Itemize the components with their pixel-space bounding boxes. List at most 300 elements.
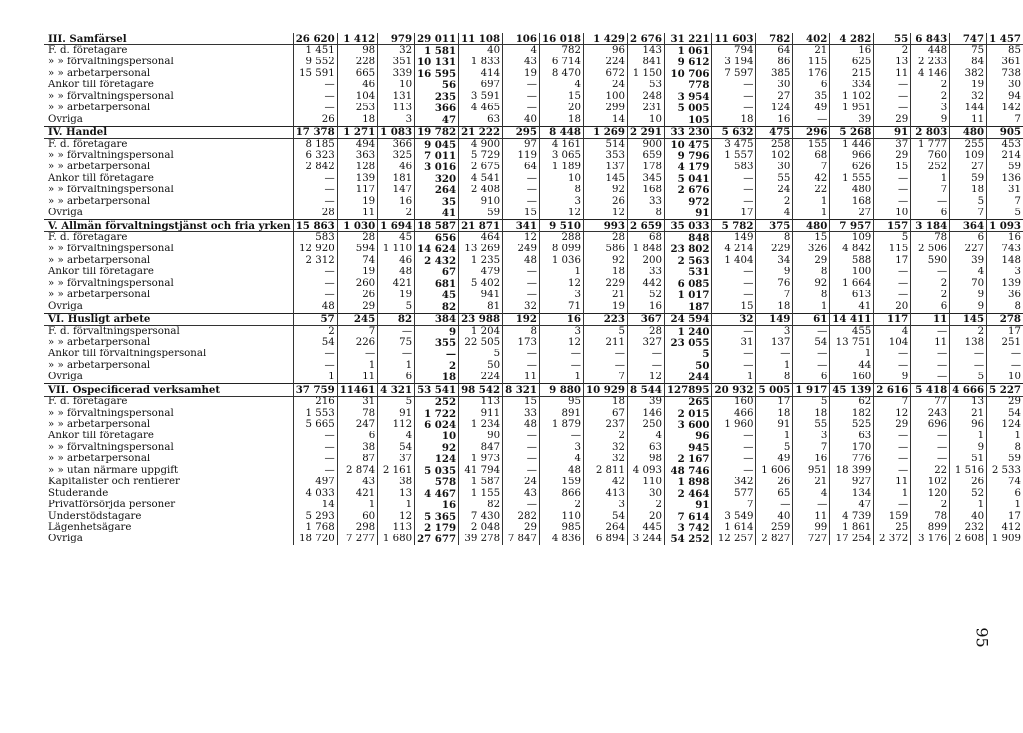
- table-cell: 16 595: [415, 68, 459, 79]
- table-row: [44, 68, 1023, 79]
- table-cell: 298: [337, 522, 377, 533]
- table-cell: 12: [503, 232, 540, 244]
- table-cell: 8: [503, 325, 540, 337]
- table-cell: 29: [337, 301, 377, 313]
- table-cell: 96: [664, 431, 712, 442]
- section-total-cell: 5 632: [712, 126, 756, 138]
- table-cell: —: [756, 349, 793, 360]
- table-cell: —: [503, 185, 540, 196]
- table-cell: 17: [874, 255, 911, 266]
- table-cell: 59: [987, 454, 1023, 465]
- table-cell: 18: [712, 114, 756, 126]
- table-cell: 31: [337, 396, 377, 408]
- table-cell: 11: [337, 208, 377, 220]
- section-total-cell: 16 018: [539, 33, 583, 45]
- table-cell: 102: [756, 150, 793, 161]
- section-total-cell: 5 227: [987, 384, 1023, 396]
- row-label: » » arbetarpersonal: [48, 68, 151, 79]
- table-cell: 727: [793, 534, 830, 545]
- table-cell: 16: [378, 196, 415, 207]
- table-cell: —: [415, 349, 459, 360]
- table-cell: 2 179: [415, 522, 459, 533]
- table-cell: 4 842: [830, 244, 874, 255]
- table-cell: —: [911, 442, 950, 453]
- table-cell: 1 017: [664, 290, 712, 301]
- table-cell: —: [712, 360, 756, 371]
- table-cell: —: [712, 91, 756, 102]
- table-cell: 1 951: [830, 103, 874, 114]
- table-cell: 1 722: [415, 408, 459, 419]
- section-total-cell: 106: [503, 33, 540, 45]
- table-cell: —: [539, 431, 583, 442]
- table-cell: 697: [459, 80, 503, 91]
- table-cell: 255: [950, 138, 987, 150]
- section-total-cell: 1 429: [583, 33, 627, 45]
- section-total-cell: 24 594: [664, 313, 712, 325]
- table-cell: 345: [627, 173, 664, 184]
- section-total-cell: 192: [503, 313, 540, 325]
- table-cell: 30: [627, 488, 664, 499]
- table-cell: 1: [712, 372, 756, 384]
- row-label: » » förvaltningspersonal: [48, 150, 174, 161]
- table-cell: 49: [756, 454, 793, 465]
- table-cell: 7 847: [503, 534, 540, 545]
- table-cell: 2: [583, 431, 627, 442]
- table-cell: 6: [950, 232, 987, 244]
- statistics-table: [44, 33, 1023, 545]
- table-cell: 8: [793, 267, 830, 278]
- table-cell: 214: [987, 150, 1023, 161]
- table-cell: 48: [503, 419, 540, 430]
- table-cell: 46: [378, 255, 415, 266]
- table-cell: —: [874, 465, 911, 476]
- table-cell: 59: [950, 173, 987, 184]
- table-cell: 3 065: [539, 150, 583, 161]
- table-cell: 613: [830, 290, 874, 301]
- table-cell: 1 516: [950, 465, 987, 476]
- table-cell: 63: [627, 442, 664, 453]
- section-total-cell: 33 230: [664, 126, 712, 138]
- table-cell: 421: [337, 488, 377, 499]
- table-cell: 224: [583, 57, 627, 68]
- table-cell: 100: [830, 267, 874, 278]
- table-cell: 258: [756, 138, 793, 150]
- table-cell: —: [874, 267, 911, 278]
- section-total-cell: 7 957: [830, 220, 874, 232]
- table-cell: 211: [583, 337, 627, 348]
- section-total-cell: 11461: [337, 384, 377, 396]
- table-cell: 7: [793, 442, 830, 453]
- table-cell: 326: [793, 244, 830, 255]
- table-cell: 54: [293, 337, 337, 348]
- section-total-cell: 979: [378, 33, 415, 45]
- section-total-row: [44, 384, 1023, 396]
- table-cell: 26: [583, 196, 627, 207]
- table-cell: 91: [664, 500, 712, 511]
- table-cell: 588: [830, 255, 874, 266]
- table-cell: 70: [950, 278, 987, 289]
- table-cell: 105: [664, 114, 712, 126]
- section-total-cell: 37 759: [293, 384, 337, 396]
- table-cell: 5 041: [664, 173, 712, 184]
- table-cell: —: [627, 360, 664, 371]
- section-total-cell: 15 863: [293, 220, 337, 232]
- row-label: Änkor till företagare: [48, 266, 154, 278]
- section-total-cell: 18 587: [415, 220, 459, 232]
- table-cell: 951: [793, 465, 830, 476]
- table-cell: 2 372: [874, 534, 911, 545]
- section-total-cell: 6 843: [911, 33, 950, 45]
- section-total-cell: 402: [793, 33, 830, 45]
- table-cell: —: [293, 360, 337, 371]
- table-cell: 243: [911, 408, 950, 419]
- table-cell: 8 099: [539, 244, 583, 255]
- table-cell: 1 664: [830, 278, 874, 289]
- table-cell: 1: [830, 349, 874, 360]
- section-total-cell: 82: [378, 313, 415, 325]
- table-cell: 29: [503, 522, 540, 533]
- table-cell: 586: [583, 244, 627, 255]
- table-row: [44, 91, 1023, 102]
- table-cell: 181: [378, 173, 415, 184]
- table-cell: 1 833: [459, 57, 503, 68]
- table-row: [44, 396, 1023, 408]
- table-cell: 4: [378, 431, 415, 442]
- table-cell: 48: [539, 465, 583, 476]
- table-cell: 2 675: [459, 162, 503, 173]
- table-cell: 2 167: [664, 454, 712, 465]
- table-cell: 665: [337, 68, 377, 79]
- table-cell: 26: [293, 114, 337, 126]
- table-cell: 659: [627, 150, 664, 161]
- table-cell: 100: [583, 91, 627, 102]
- table-cell: 351: [378, 57, 415, 68]
- table-row: [44, 45, 1023, 57]
- table-cell: —: [503, 103, 540, 114]
- table-cell: —: [911, 454, 950, 465]
- table-cell: 5: [793, 396, 830, 408]
- table-row: [44, 162, 1023, 173]
- section-total-cell: 11 108: [459, 33, 503, 45]
- table-cell: 421: [378, 278, 415, 289]
- table-cell: 74: [337, 255, 377, 266]
- table-cell: 7: [950, 208, 987, 220]
- table-cell: 11: [911, 337, 950, 348]
- table-cell: 63: [830, 431, 874, 442]
- table-cell: 144: [950, 103, 987, 114]
- row-label: » » förvaltningspersonal: [48, 91, 174, 102]
- table-cell: 92: [793, 278, 830, 289]
- table-cell: 15: [793, 232, 830, 244]
- table-cell: —: [293, 290, 337, 301]
- section-total-cell: 367: [627, 313, 664, 325]
- section-total-cell: 295: [503, 126, 540, 138]
- row-label: Övriga: [48, 371, 83, 383]
- row-label: Understödstagare: [48, 510, 142, 522]
- table-cell: 54: [378, 442, 415, 453]
- table-cell: —: [911, 325, 950, 337]
- table-cell: 139: [337, 173, 377, 184]
- table-cell: 2 233: [911, 57, 950, 68]
- table-cell: 178: [627, 162, 664, 173]
- table-cell: 54: [987, 408, 1023, 419]
- table-cell: —: [911, 267, 950, 278]
- table-cell: 7: [987, 114, 1023, 126]
- table-cell: 3: [793, 431, 830, 442]
- table-cell: —: [712, 454, 756, 465]
- table-cell: 68: [793, 150, 830, 161]
- section-total-cell: 91: [874, 126, 911, 138]
- table-cell: 9: [950, 301, 987, 313]
- table-cell: 159: [539, 477, 583, 488]
- table-cell: 4 836: [539, 534, 583, 545]
- table-row: [44, 185, 1023, 196]
- section-total-cell: 98 542: [459, 384, 503, 396]
- table-cell: 2 811: [583, 465, 627, 476]
- table-cell: 910: [459, 196, 503, 207]
- section-total-cell: 9 880: [539, 384, 583, 396]
- table-cell: 34: [756, 255, 793, 266]
- table-cell: 5: [987, 208, 1023, 220]
- table-cell: 6: [793, 80, 830, 91]
- table-cell: 27 677: [415, 534, 459, 545]
- table-cell: 28: [583, 232, 627, 244]
- table-cell: 5: [950, 372, 987, 384]
- table-cell: 15: [874, 162, 911, 173]
- section-total-cell: 61: [793, 313, 830, 325]
- table-cell: 99: [793, 522, 830, 533]
- table-cell: 8 470: [539, 68, 583, 79]
- table-cell: —: [874, 442, 911, 453]
- table-cell: —: [293, 465, 337, 476]
- table-cell: 252: [911, 162, 950, 173]
- table-cell: 136: [987, 173, 1023, 184]
- table-cell: 7 011: [415, 150, 459, 161]
- table-cell: —: [293, 442, 337, 453]
- table-cell: 2 464: [664, 488, 712, 499]
- table-cell: 445: [627, 522, 664, 533]
- table-cell: 5: [459, 349, 503, 360]
- row-label: » » förvaltningspersonal: [48, 184, 174, 196]
- table-cell: 264: [583, 522, 627, 533]
- table-cell: 160: [830, 372, 874, 384]
- table-row: [44, 442, 1023, 453]
- table-cell: 24: [756, 185, 793, 196]
- table-cell: 32: [378, 45, 415, 57]
- table-cell: 78: [911, 511, 950, 522]
- table-cell: 19: [950, 80, 987, 91]
- table-cell: 11: [874, 68, 911, 79]
- table-cell: 1 555: [830, 173, 874, 184]
- table-cell: —: [712, 196, 756, 207]
- table-cell: 941: [459, 290, 503, 301]
- table-cell: 327: [627, 337, 664, 348]
- table-row: [44, 337, 1023, 348]
- row-label: » » arbetarpersonal: [48, 196, 151, 207]
- table-cell: 19: [583, 301, 627, 313]
- table-cell: 1: [793, 196, 830, 207]
- table-cell: 18: [583, 396, 627, 408]
- table-cell: 113: [459, 396, 503, 408]
- table-cell: 143: [627, 45, 664, 57]
- section-total-cell: 1 457: [987, 33, 1023, 45]
- table-row: [44, 150, 1023, 161]
- table-cell: 6: [987, 488, 1023, 499]
- table-cell: 200: [627, 255, 664, 266]
- section-total-cell: 475: [756, 126, 793, 138]
- table-cell: 2: [911, 80, 950, 91]
- table-cell: 250: [627, 419, 664, 430]
- table-cell: —: [503, 196, 540, 207]
- table-cell: 23 055: [664, 337, 712, 348]
- table-cell: 3 016: [415, 162, 459, 173]
- section-total-cell: 4 282: [830, 33, 874, 45]
- table-cell: 966: [830, 150, 874, 161]
- table-cell: 1: [911, 173, 950, 184]
- table-cell: —: [293, 185, 337, 196]
- table-cell: 1 587: [459, 477, 503, 488]
- table-cell: —: [539, 360, 583, 371]
- table-cell: 16: [627, 301, 664, 313]
- table-cell: 2 312: [293, 255, 337, 266]
- table-cell: 3: [756, 325, 793, 337]
- table-cell: 1 606: [756, 465, 793, 476]
- table-cell: 10: [378, 80, 415, 91]
- table-cell: 16: [415, 500, 459, 511]
- section-total-cell: 1 030: [337, 220, 377, 232]
- table-cell: 7 277: [337, 534, 377, 545]
- table-cell: 12: [539, 208, 583, 220]
- row-label: Lägenhetsägare: [48, 522, 132, 533]
- table-cell: 778: [664, 80, 712, 91]
- table-cell: 4 033: [293, 488, 337, 499]
- table-cell: 1: [337, 500, 377, 511]
- table-cell: 228: [337, 57, 377, 68]
- table-cell: 28: [337, 232, 377, 244]
- row-label: » » arbetarpersonal: [48, 255, 151, 266]
- table-cell: 33: [503, 408, 540, 419]
- table-cell: —: [712, 103, 756, 114]
- table-cell: 4 739: [830, 511, 874, 522]
- table-cell: —: [337, 349, 377, 360]
- table-cell: 299: [583, 103, 627, 114]
- table-cell: 320: [415, 173, 459, 184]
- table-cell: 1 960: [712, 419, 756, 430]
- table-cell: 45: [378, 232, 415, 244]
- table-cell: 232: [950, 522, 987, 533]
- table-cell: 75: [378, 337, 415, 348]
- table-cell: 1 404: [712, 255, 756, 266]
- table-cell: 4 214: [712, 244, 756, 255]
- table-cell: 53: [627, 80, 664, 91]
- table-cell: 92: [415, 442, 459, 453]
- table-cell: 7 597: [712, 68, 756, 79]
- table-cell: 39: [830, 114, 874, 126]
- table-cell: 131: [378, 91, 415, 102]
- table-cell: 109: [950, 150, 987, 161]
- table-cell: 782: [539, 45, 583, 57]
- table-cell: —: [293, 103, 337, 114]
- table-cell: 9: [911, 114, 950, 126]
- section-total-cell: 4 666: [950, 384, 987, 396]
- table-cell: 625: [830, 57, 874, 68]
- table-cell: 18: [415, 372, 459, 384]
- table-cell: 6 894: [583, 534, 627, 545]
- table-cell: 288: [539, 232, 583, 244]
- table-cell: 264: [415, 185, 459, 196]
- table-cell: 17: [756, 396, 793, 408]
- table-cell: 2: [378, 208, 415, 220]
- section-total-cell: 45 139: [830, 384, 874, 396]
- table-cell: —: [874, 173, 911, 184]
- section-total-cell: 1 271: [337, 126, 377, 138]
- table-cell: 43: [503, 57, 540, 68]
- table-cell: 1 680: [378, 534, 415, 545]
- section-total-cell: 5 418: [911, 384, 950, 396]
- table-cell: 4 179: [664, 162, 712, 173]
- table-cell: 42: [583, 477, 627, 488]
- table-row: [44, 244, 1023, 255]
- table-cell: 14: [293, 500, 337, 511]
- table-cell: 13: [874, 57, 911, 68]
- table-cell: —: [293, 80, 337, 91]
- section-total-cell: 21 222: [459, 126, 503, 138]
- table-cell: 81: [459, 301, 503, 313]
- table-cell: 64: [503, 162, 540, 173]
- table-cell: 2 506: [911, 244, 950, 255]
- table-cell: —: [874, 103, 911, 114]
- table-cell: 67: [583, 408, 627, 419]
- table-cell: 11: [503, 372, 540, 384]
- section-total-cell: 5 782: [712, 220, 756, 232]
- table-cell: 1 909: [987, 534, 1023, 545]
- table-cell: 4: [539, 454, 583, 465]
- table-cell: 27: [756, 91, 793, 102]
- table-cell: —: [503, 360, 540, 371]
- table-cell: 40: [950, 511, 987, 522]
- table-row: [44, 57, 1023, 68]
- table-cell: 577: [712, 488, 756, 499]
- table-cell: 6: [911, 301, 950, 313]
- row-label: Studerande: [48, 488, 109, 499]
- table-cell: 16: [756, 114, 793, 126]
- table-cell: 1 036: [539, 255, 583, 266]
- table-cell: —: [874, 196, 911, 207]
- section-total-cell: 53 541: [415, 384, 459, 396]
- table-cell: 5 729: [459, 150, 503, 161]
- table-cell: 282: [503, 511, 540, 522]
- table-cell: 5: [756, 442, 793, 453]
- table-cell: 12: [627, 372, 664, 384]
- table-row: [44, 419, 1023, 430]
- table-cell: 18 720: [293, 534, 337, 545]
- table-cell: —: [503, 278, 540, 289]
- table-cell: —: [503, 290, 540, 301]
- table-cell: —: [911, 360, 950, 371]
- table-cell: 170: [830, 442, 874, 453]
- section-total-cell: 245: [337, 313, 377, 325]
- table-cell: 17 254: [830, 534, 874, 545]
- table-cell: 760: [911, 150, 950, 161]
- row-label: F. d. företagare: [48, 396, 128, 408]
- row-label: » » förvaltningspersonal: [48, 243, 174, 255]
- table-cell: —: [911, 372, 950, 384]
- table-cell: —: [503, 500, 540, 511]
- table-cell: 927: [830, 477, 874, 488]
- table-cell: 10: [987, 372, 1023, 384]
- section-total-cell: 278: [987, 313, 1023, 325]
- table-cell: 137: [756, 337, 793, 348]
